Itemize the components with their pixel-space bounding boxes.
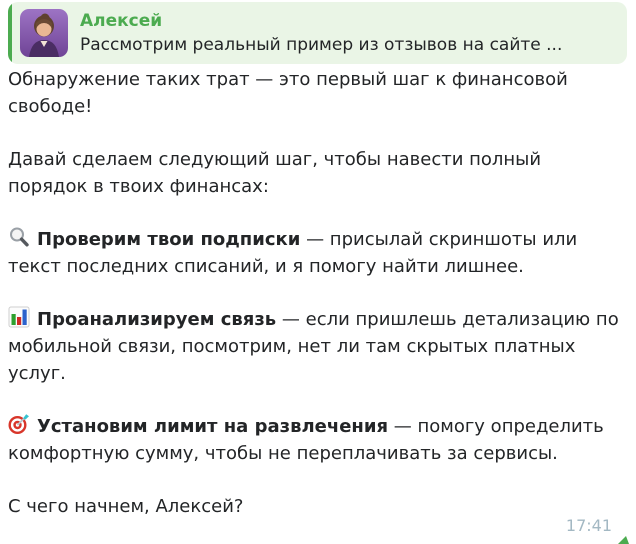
message-paragraph bbox=[8, 226, 626, 280]
message-body bbox=[8, 66, 626, 520]
paragraph-text: — помогу определить комфортную сумму, чтобы не переплачивать за сервисы. bbox=[8, 416, 604, 464]
reply-quote[interactable] bbox=[8, 2, 627, 64]
paragraph-text: Обнаружение таких трат — это первый шаг к финансовой свободе! bbox=[8, 69, 568, 117]
bar-chart-icon bbox=[8, 306, 30, 328]
paragraph-bold-lead: Проверим твои подписки bbox=[37, 229, 301, 250]
quote-preview: Рассмотрим реальный пример из отзывов на сайте ... bbox=[80, 35, 563, 55]
quote-accent-bar bbox=[8, 2, 12, 64]
message-paragraph bbox=[8, 306, 626, 387]
paragraph-text: С чего начнем, Алексей? bbox=[8, 496, 244, 517]
quote-text-block bbox=[80, 9, 562, 57]
message-timestamp: 17:41 bbox=[565, 516, 612, 535]
message-paragraph bbox=[8, 493, 626, 520]
paragraph-text: — присылай скриншоты или текст последних списаний, и я помогу найти лишнее. bbox=[8, 229, 578, 277]
paragraph-text: Давай сделаем следующий шаг, чтобы навести полный порядок в твоих финансах: bbox=[8, 149, 542, 197]
dart-target-icon bbox=[8, 413, 30, 435]
read-check-icon bbox=[618, 536, 632, 544]
paragraph-text: — если пришлешь детализацию по мобильной связи, посмотрим, нет ли там скрытых платных услуг. bbox=[8, 309, 619, 384]
message-paragraph bbox=[8, 146, 626, 200]
magnifying-glass-icon bbox=[8, 226, 30, 248]
message-paragraph bbox=[8, 66, 626, 120]
message-paragraph bbox=[8, 413, 626, 467]
avatar bbox=[20, 9, 68, 57]
quote-author: Алексей bbox=[80, 11, 163, 31]
paragraph-bold-lead: Установим лимит на развлечения bbox=[37, 416, 389, 437]
paragraph-bold-lead: Проанализируем связь bbox=[37, 309, 277, 330]
